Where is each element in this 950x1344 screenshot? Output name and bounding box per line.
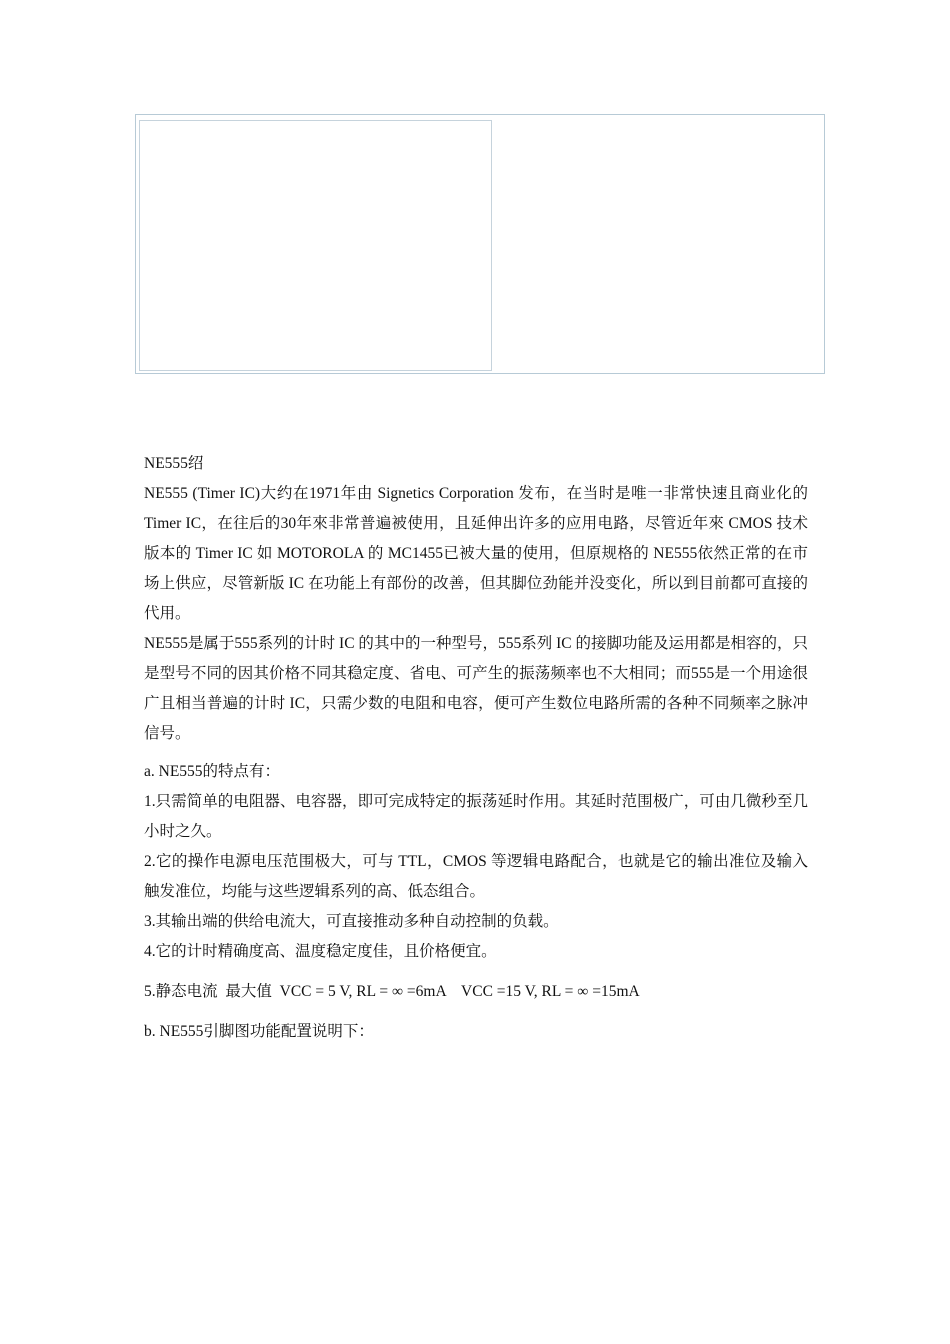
feature-item-5: 5.静态电流 最大值 VCC = 5 V, RL = ∞ =6mA VCC =15 V, RL = ∞ =15mA <box>144 983 640 1000</box>
document-body <box>144 449 808 1047</box>
pinout-heading: b. NE555引脚图功能配置说明下： <box>144 1023 374 1040</box>
description-paragraph: NE555是属于555系列的计时 IC 的其中的一种型号，555系列 IC 的接脚功能及运用都是相容的，只是型号不同的因其价格不同其稳定度、省电、可产生的振荡频率也不大相同；而555是一个用途很广且相当普遍的计时 IC，只需少数的电阻和电容，便可产生数位电路所需的各种不同频率之脉冲信号。 <box>144 635 808 742</box>
feature-item-4: 4.它的计时精确度高、温度稳定度佳，且价格便宜。 <box>144 943 497 960</box>
intro-paragraph: NE555 (Timer IC)大约在1971年由 Signetics Corporation 发布，在当时是唯一非常快速且商业化的 Timer IC，在往后的30年來非常普遍被使用，且延伸出许多的应用电路，尽管近年來 CMOS 技术版本的 Timer IC 如 MOTOROLA 的 MC1455已被大量的使用，但原规格的 NE555依然正常的在市场上供应，尽管新版 IC 在功能上有部份的改善，但其脚位劲能并没变化，所以到目前都可直接的代用。 <box>144 485 808 622</box>
section-title: NE555绍 <box>144 455 204 472</box>
figure-frame <box>135 114 825 374</box>
image-placeholder <box>139 120 492 371</box>
feature-item-3: 3.其输出端的供给电流大，可直接推动多种自动控制的负载。 <box>144 913 559 930</box>
features-heading: a. NE555的特点有： <box>144 763 281 780</box>
feature-item-1: 1.只需简单的电阻器、电容器，即可完成特定的振荡延时作用。其延时范围极广，可由几微秒至几小时之久。 <box>144 793 808 840</box>
feature-item-2: 2.它的操作电源电压范围极大，可与 TTL，CMOS 等逻辑电路配合，也就是它的输出准位及输入触发准位，均能与这些逻辑系列的高、低态组合。 <box>144 853 808 900</box>
